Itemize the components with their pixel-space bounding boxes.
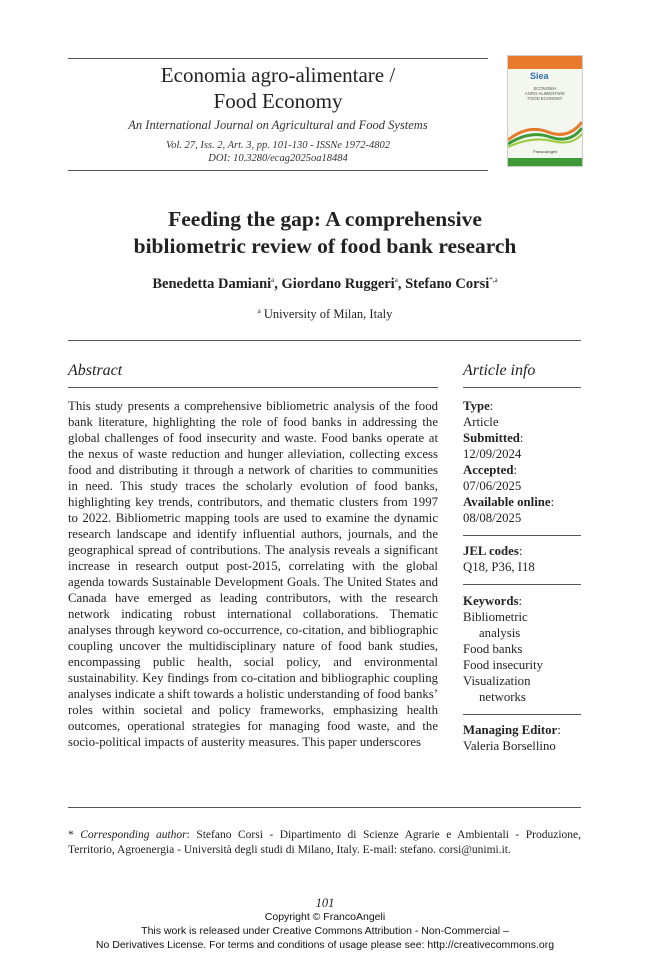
- journal-doi: DOI: 10.3280/ecag2025oa18484: [208, 153, 348, 164]
- affiliation: [60, 307, 590, 322]
- cover-logo: Siea: [530, 71, 549, 81]
- header-bottom-rule: [68, 170, 488, 171]
- abstract-bottom-rule: [68, 807, 581, 808]
- type-value: Article: [463, 415, 499, 429]
- article-title-line2: bibliometric review of food bank research: [133, 234, 517, 258]
- author-name: Giordano Ruggeri: [281, 276, 395, 292]
- info-divider-3: [463, 714, 581, 715]
- journal-cover-image: [507, 55, 583, 167]
- author-name: Stefano Corsi: [405, 276, 490, 292]
- corresponding-author-footnote: [68, 828, 581, 858]
- abstract-heading: Abstract: [68, 362, 123, 379]
- keyword-item: Food insecurity: [463, 658, 543, 672]
- accepted-label: Accepted: [463, 463, 514, 477]
- keyword-item: analysis: [479, 626, 521, 640]
- author-affiliation-mark: a: [394, 276, 398, 285]
- author-list: Benedetta Damiani$^a$, Giordano Ruggeri$^a$, Stefano Corsi$^{*,a}$: [152, 276, 498, 292]
- cover-wave-graphic: [508, 114, 582, 148]
- abstract-body: This study presents a comprehensive bibliometric analysis of the food bank literature, highlighting the role of food banks in addressing the global challenges of food insecurity and waste. Food banks operate at the nexus of waste reduction and hunger alleviation, collecting excess food and distributing it through a network of charities to communities in need. This study traces the scholarly evolution of food banks, highlighting key trends, contributors, and thematic clusters from 1997 to 2022. Bibliometric mapping tools are used to examine the dynamic research landscape and identify influential authors, journals, and the geographical spread of contributions. The analysis reveals a significant increase in research output post-2015, correlating with the global agenda towards Sustainable Development Goals. The United States and Canada have emerged as leading contributors, with the research network indicating robust international collaborations. Thematic analyses through keyword co-occurrence, co-citation, and bibliographic coupling uncover the multidisciplinary nature of food bank studies, encompassing public health, social policy, and environmental sustainability. Key findings from co-citation and bibliographic coupling analyses indicate a shift towards a holistic understanding of food banks’ roles within societal and policy frameworks, emphasizing health outcomes, operational strategies for managing food waste, and the socio-political impacts of austerity measures. This paper underscores: [68, 399, 438, 749]
- submitted-label: Submitted: [463, 431, 520, 445]
- keyword-item: Food banks: [463, 642, 523, 656]
- cover-top-band: [508, 56, 582, 69]
- editor-label: Managing Editor: [463, 723, 558, 737]
- article-info-heading-rule: [463, 387, 581, 388]
- keyword-item: Bibliometric: [463, 610, 528, 624]
- cover-title: ECONOMIA AGRO-ALIMENTARE FOOD ECONOMY: [524, 86, 566, 101]
- jel-label: JEL codes: [463, 544, 519, 558]
- type-label: Type: [463, 399, 490, 413]
- article-title: [60, 206, 590, 260]
- editor-value: Valeria Borsellino: [463, 739, 556, 753]
- footnote-mark: *: [68, 829, 74, 841]
- author-affiliation-mark: *,a: [489, 276, 498, 285]
- online-value: 08/08/2025: [463, 511, 522, 525]
- article-dates-block: Type: Article Submitted: 12/09/2024 Accepted: 07/06/2025 Available online: 08/08/2025: [463, 398, 581, 526]
- info-divider-1: [463, 535, 581, 536]
- keywords-block: Keywords: Bibliometric analysis Food banks Food insecurity Visualization networks: [463, 593, 581, 705]
- article-info-heading: Article info: [463, 362, 536, 379]
- author-affiliation-mark: a: [271, 276, 275, 285]
- license-line-2: No Derivatives License. For terms and conditions of usage please see: http://creativecommons.org: [95, 939, 555, 951]
- editor-block: Managing Editor: Valeria Borsellino: [463, 722, 581, 754]
- license-line-1: This work is released under Creative Commons Attribution - Non-Commercial –: [141, 925, 509, 937]
- header-top-rule: [68, 58, 488, 59]
- jel-codes-block: JEL codes: Q18, P36, I18: [463, 543, 581, 575]
- cover-bottom-band: [508, 158, 582, 166]
- submitted-value: 12/09/2024: [463, 447, 522, 461]
- article-title-line1: Feeding the gap: A comprehensive: [168, 207, 482, 231]
- affiliation-mark: a: [257, 307, 261, 315]
- keyword-item: networks: [479, 690, 526, 704]
- cover-publisher: FrancoAngeli: [533, 149, 557, 154]
- abstract-heading-rule: [68, 387, 438, 388]
- page-number: 101: [315, 896, 335, 910]
- journal-volume-info: Vol. 27, Iss. 2, Art. 3, pp. 101-130 - ISSNe 1972-4802: [165, 140, 391, 151]
- info-divider-2: [463, 584, 581, 585]
- jel-value: Q18, P36, I18: [463, 560, 535, 574]
- title-block-divider: [68, 340, 581, 341]
- online-label: Available online: [463, 495, 551, 509]
- copyright-line: Copyright © FrancoAngeli: [264, 911, 386, 923]
- journal-subtitle: An International Journal on Agricultural and Food Systems: [128, 118, 428, 132]
- footnote-label: Corresponding author: [80, 829, 187, 841]
- affiliation-text: University of Milan, Italy: [263, 307, 393, 322]
- keywords-label: Keywords: [463, 594, 519, 608]
- journal-title-line2: Food Economy: [213, 89, 343, 113]
- author-name: Benedetta Damiani: [152, 276, 272, 292]
- accepted-value: 07/06/2025: [463, 479, 522, 493]
- keyword-item: Visualization: [463, 674, 531, 688]
- footnote-text: : Stefano Corsi - Dipartimento di Scienze Agrarie e Ambientali - Produzione, Territorio, Agroenergia - Università degli studi di Milano, Italy. E-mail: stefano. corsi@unimi.it.: [68, 829, 581, 856]
- journal-title-line1: Economia agro-alimentare /: [160, 63, 396, 87]
